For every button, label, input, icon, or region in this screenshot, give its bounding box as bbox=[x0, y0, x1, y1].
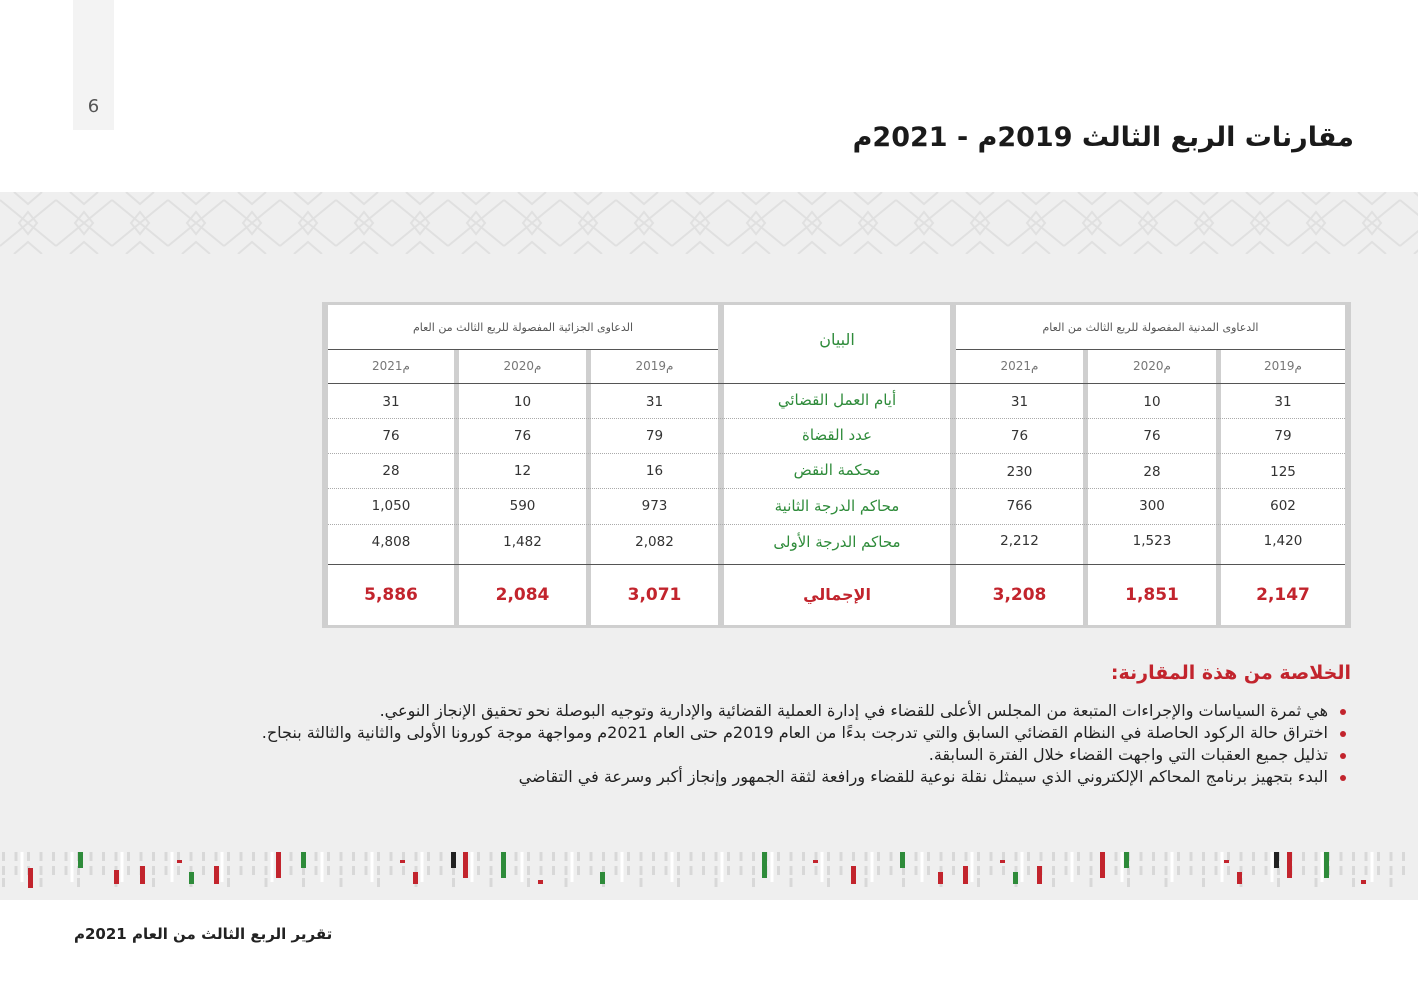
table-cell: 76 bbox=[1010, 428, 1029, 444]
row-label: عدد القضاة bbox=[801, 426, 873, 444]
criminal-year-2021: 2021م bbox=[372, 359, 410, 373]
table-cell: 2,082 bbox=[635, 534, 674, 550]
list-item: البدء بتجهيز برنامج المحاكم الإلكتروني الذي سيمثل نقلة نوعية للقضاء ورافعة لثقة الجمهور وإنجاز أكبر وسرعة في التقاضي bbox=[196, 766, 1346, 788]
table-cell: 31 bbox=[1010, 394, 1029, 410]
bullet-icon bbox=[1340, 731, 1346, 737]
civil-year-2021: 2021م bbox=[1000, 359, 1039, 373]
row-label: أيام العمل القضائي bbox=[777, 391, 897, 409]
page-title: مقارنات الربع الثالث 2019م - 2021م bbox=[852, 122, 1354, 153]
table-cell: 76 bbox=[513, 428, 532, 444]
total-cell: 2,084 bbox=[495, 585, 550, 605]
table-cell: 1,482 bbox=[503, 534, 542, 550]
list-item: هي ثمرة السياسات والإجراءات المتبعة من المجلس الأعلى للقضاء في إدارة العملية القضائية والإدارية وتوجيه البوصلة نحو تحقيق الإنجاز النوعي. bbox=[196, 700, 1346, 722]
table-cell: 2,212 bbox=[1000, 533, 1039, 549]
civil-year-2019: 2019م bbox=[1264, 359, 1302, 373]
table-cell: 79 bbox=[1274, 428, 1292, 444]
table-cell: 28 bbox=[382, 463, 400, 479]
table-cell: 1,050 bbox=[371, 498, 411, 514]
table-cell: 300 bbox=[1139, 498, 1165, 514]
table-cell: 12 bbox=[513, 463, 532, 479]
table-cell: 602 bbox=[1270, 498, 1296, 514]
table-cell: 973 bbox=[641, 498, 668, 514]
decorative-barcode-strip bbox=[0, 844, 1418, 888]
table-cell: 230 bbox=[1006, 464, 1033, 480]
table-cell: 125 bbox=[1270, 464, 1296, 480]
row-label: محكمة النقض bbox=[793, 461, 881, 479]
total-cell: 1,851 bbox=[1125, 585, 1179, 605]
civil-cases-header: الدعاوى المدنية المفصولة للربع الثالث من العام bbox=[956, 305, 1345, 350]
bullet-icon bbox=[1340, 753, 1346, 759]
row-label: محاكم الدرجة الثانية bbox=[774, 497, 900, 515]
list-item: تذليل جميع العقبات التي واجهت القضاء خلال الفترة السابقة. bbox=[196, 744, 1346, 766]
table-cell: 1,523 bbox=[1132, 533, 1172, 549]
table-cell: 31 bbox=[382, 394, 400, 410]
criminal-cases-header: الدعاوى الجزائية المفصولة للربع الثالث من العام bbox=[328, 305, 718, 350]
row-label: محاكم الدرجة الأولى bbox=[773, 533, 901, 551]
total-label: الإجمالي bbox=[803, 585, 871, 604]
criminal-year-2019: 2019م bbox=[635, 359, 674, 373]
table-cell: 31 bbox=[1274, 394, 1292, 410]
total-cell: 3,208 bbox=[992, 585, 1047, 605]
label-column-header: البيان bbox=[819, 330, 855, 349]
civil-year-2020: 2020م bbox=[1133, 359, 1171, 373]
total-cell: 5,886 bbox=[364, 585, 418, 605]
bullet-icon bbox=[1340, 775, 1346, 781]
criminal-year-2020: 2020م bbox=[503, 359, 542, 373]
summary-list bbox=[196, 700, 1346, 788]
table-cell: 79 bbox=[645, 428, 664, 444]
table-cell: 1,420 bbox=[1263, 533, 1303, 549]
table-cell: 590 bbox=[509, 498, 536, 514]
table-cell: 28 bbox=[1143, 464, 1161, 480]
table-cell: 766 bbox=[1006, 498, 1033, 514]
table-cell: 10 bbox=[513, 394, 532, 410]
table-cell: 76 bbox=[382, 428, 400, 444]
table-cell: 31 bbox=[645, 394, 664, 410]
summary-title: الخلاصة من هذة المقارنة: bbox=[1110, 662, 1351, 684]
total-cell: 2,147 bbox=[1256, 585, 1310, 605]
total-cell: 3,071 bbox=[627, 585, 682, 605]
table-cell: 4,808 bbox=[371, 534, 411, 550]
table-cell: 76 bbox=[1143, 428, 1161, 444]
bullet-icon bbox=[1340, 709, 1346, 715]
table-cell: 10 bbox=[1143, 394, 1161, 410]
comparison-table bbox=[322, 302, 1351, 628]
footer-title: تقرير الربع الثالث من العام 2021م bbox=[74, 925, 333, 943]
content-band bbox=[0, 192, 1418, 900]
table-cell: 16 bbox=[645, 463, 664, 479]
list-item: اختراق حالة الركود الحاصلة في النظام القضائي السابق والتي تدرجت بدءًا من العام 2019م حتى العام 2021م ومواجهة موجة كورونا الأولى والثانية والثالثة بنجاح. bbox=[196, 722, 1346, 744]
decorative-pattern bbox=[0, 192, 1418, 254]
page-number: 6 bbox=[87, 96, 100, 117]
